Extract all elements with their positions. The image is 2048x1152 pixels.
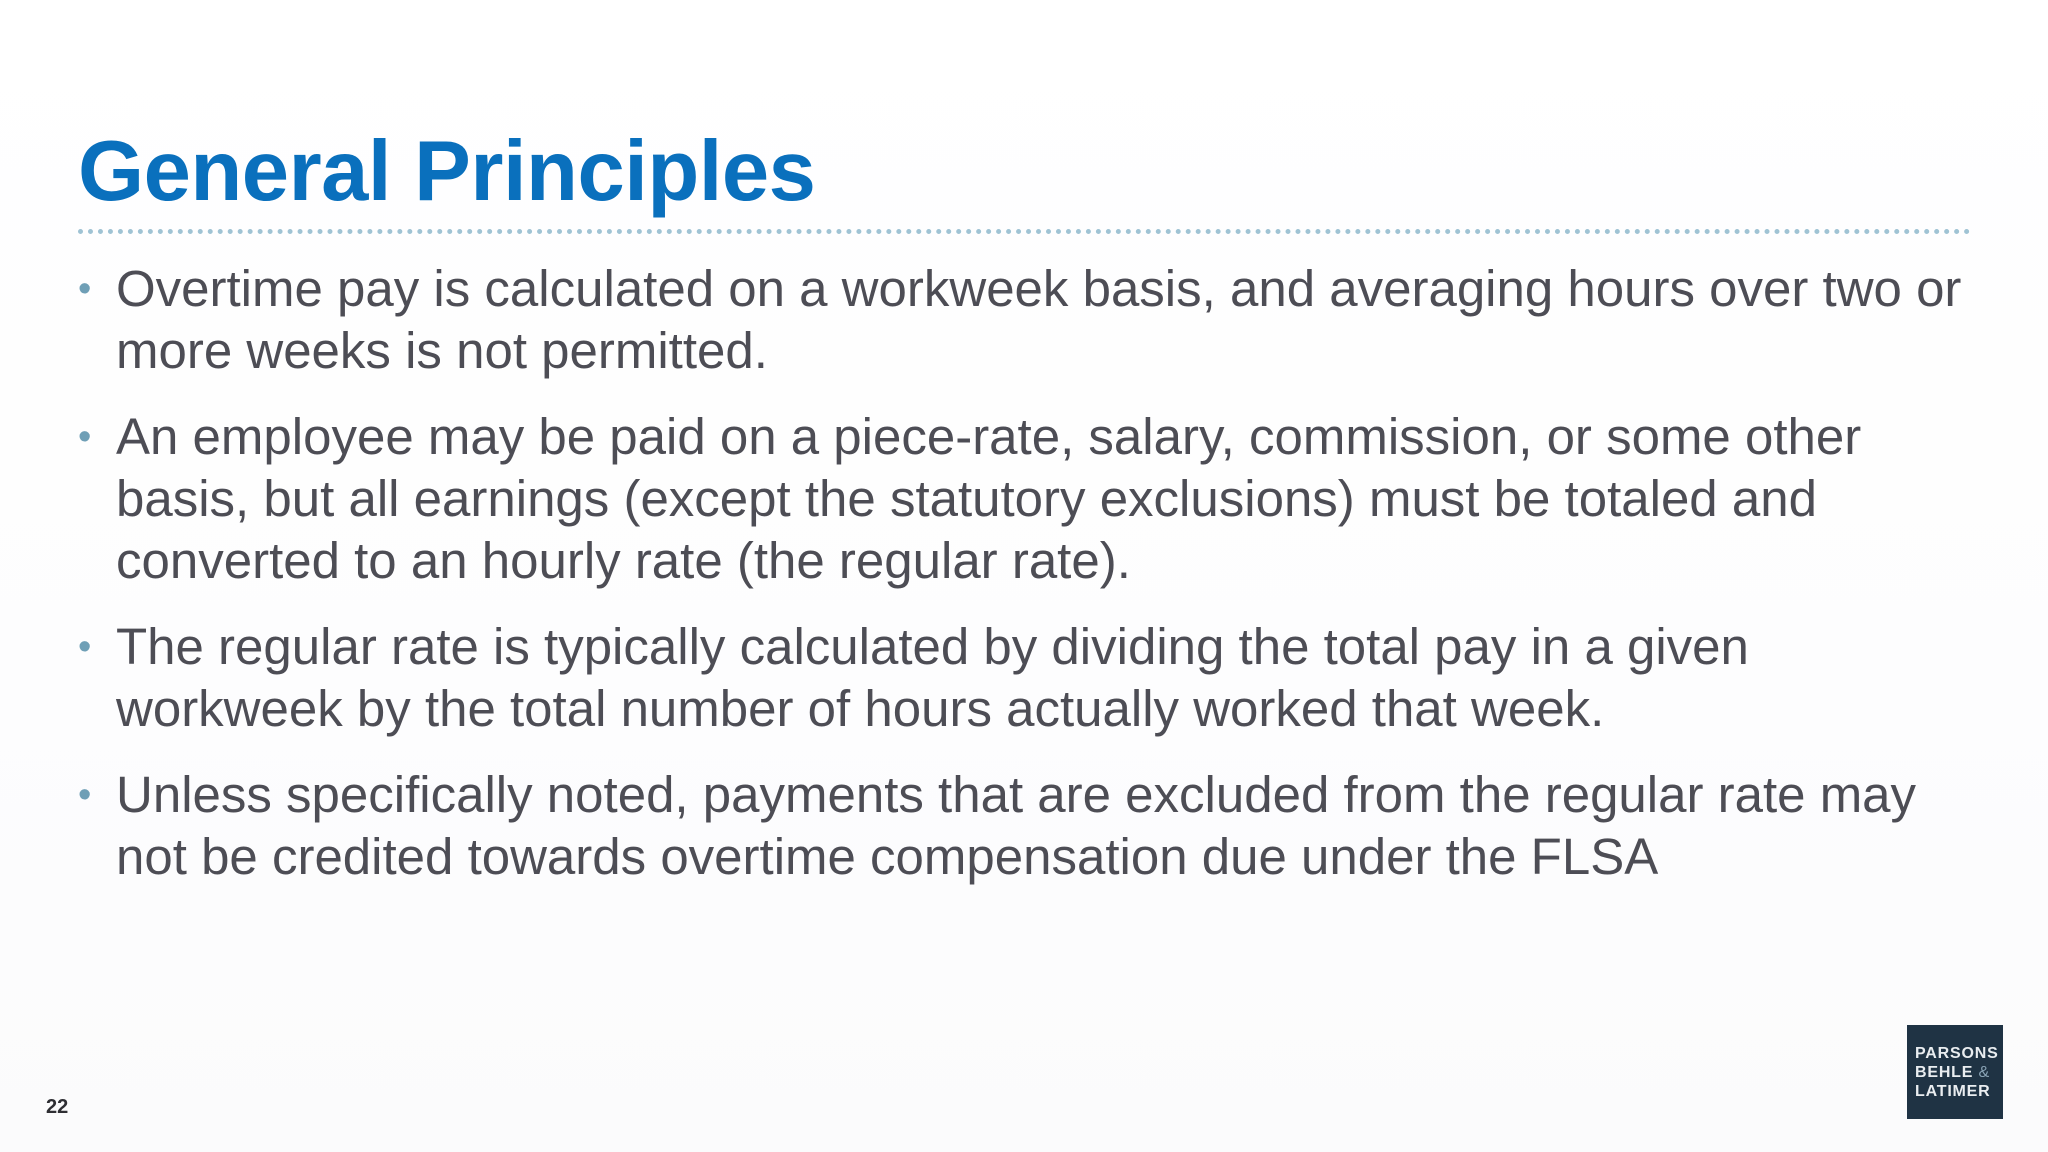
logo-line-2-text: BEHLE bbox=[1915, 1063, 1974, 1081]
logo-line-3: LATIMER bbox=[1915, 1082, 1991, 1100]
slide-title: General Principles bbox=[78, 124, 816, 219]
bullet-text: An employee may be paid on a piece-rate, salary, commission, or some other basis, but all earnings (except the statutory exclusions) must be totaled and converted to an hourly rate (the regular rate). bbox=[116, 408, 1862, 589]
bullet-dot-icon: • bbox=[78, 626, 92, 668]
logo-line-1: PARSONS bbox=[1915, 1044, 1999, 1062]
bullet-item bbox=[78, 616, 1978, 740]
bullet-dot-icon: • bbox=[78, 774, 92, 816]
logo-line-2 bbox=[1915, 1063, 2003, 1082]
bullet-item bbox=[78, 258, 1978, 382]
title-divider bbox=[78, 229, 1971, 234]
bullet-dot-icon: • bbox=[78, 416, 92, 458]
bullet-item bbox=[78, 764, 1978, 888]
bullet-item bbox=[78, 406, 1978, 592]
bullet-text: The regular rate is typically calculated by dividing the total pay in a given workweek by the total number of hours actually worked that week. bbox=[116, 618, 1749, 737]
page-number: 22 bbox=[46, 1096, 69, 1118]
company-logo bbox=[1907, 1025, 2003, 1119]
bullet-dot-icon: • bbox=[78, 268, 92, 310]
logo-ampersand: & bbox=[1973, 1063, 1990, 1081]
bullet-list bbox=[78, 258, 1978, 912]
bullet-text: Unless specifically noted, payments that are excluded from the regular rate may not be credited towards overtime compensation due under the FLSA bbox=[116, 766, 1917, 885]
bullet-text: Overtime pay is calculated on a workweek basis, and averaging hours over two or more weeks is not permitted. bbox=[116, 260, 1962, 379]
